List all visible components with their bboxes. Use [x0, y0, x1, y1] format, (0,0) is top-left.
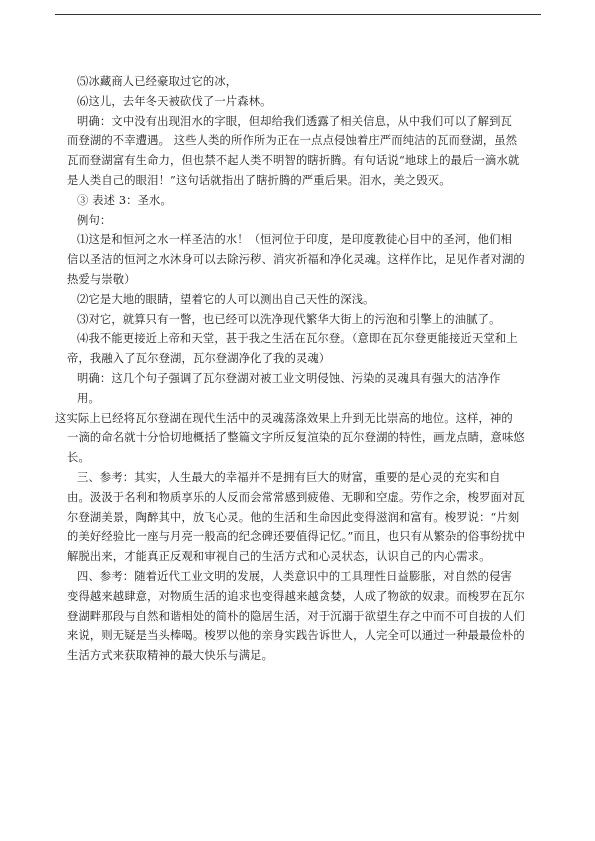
text-line: ③ 表述 3：圣水。 — [77, 193, 172, 207]
text-line: 生活方式来获取精神的最大快乐与满足。 — [67, 649, 274, 663]
header-rule — [55, 14, 541, 15]
text-line: 尔登湖美景，陶醉其中，放飞心灵。他的生活和生命因此变得滋润和富有。梭罗说：“片刻 — [67, 510, 520, 524]
text-line: 三、参考：其实，人生最大的幸福并不是拥有巨大的财富，重要的是心灵的充实和自 — [77, 470, 501, 484]
text-line: 由。汲汲于名利和物质享乐的人反而会常常感到疲倦、无聊和空虚。劳作之余，梭罗面对瓦 — [67, 490, 525, 504]
text-line: 登湖畔那段与自然和谐相处的简朴的隐居生活，对于沉溺于欲望生存之中而不可自拔的人们 — [67, 609, 525, 623]
text-line: 的美好经验比一座与月亮一般高的纪念碑还要值得记忆。”而且，也只有从繁杂的俗事纷扰中 — [67, 530, 526, 544]
text-line: 四、参考：随着近代工业文明的发展，人类意识中的工具理性日益膨胀，对自然的侵害 — [77, 569, 512, 583]
text-line: 明确：这几个句子强调了瓦尔登湖对被工业文明侵蚀、污染的灵魂具有强大的洁净作 — [77, 371, 501, 385]
text-line: ⑷我不能更接近上帝和天堂，甚于我之生活在瓦尔登。（意即在瓦尔登更能接近天堂和上 — [77, 332, 518, 346]
text-line: 变得越来越肆意，对物质生活的追求也变得越来越贪婪，人成了物欲的奴隶。而梭罗在瓦尔 — [67, 589, 525, 603]
text-line: 瓦而登湖富有生命力，但也禁不起人类不明智的瞎折腾。有句话说“地球上的最后一滴水就 — [67, 154, 520, 168]
text-line: 长。 — [67, 451, 90, 465]
text-line: 而登湖的不幸遭遇。 这些人类的所作所为正在一点点侵蚀着庄严而纯洁的瓦而登湖，虽然 — [67, 134, 518, 148]
text-line: ⑵它是大地的眼睛，望着它的人可以测出自己天性的深浅。 — [77, 292, 375, 306]
text-line: ⑸冰藏商人已经豪取过它的冰， — [77, 75, 238, 88]
text-line: 用。 — [77, 391, 100, 405]
text-line: ⑴这是和恒河之水一样圣洁的水！（恒河位于印度，是印度教徒心目中的圣河，他们相 — [77, 233, 512, 247]
text-line: 信以圣洁的恒河之水沐身可以去除污秽、消灾祈福和净化灵魂。这样作比，足见作者对湖的 — [67, 253, 525, 267]
text-line: ⑶对它，就算只有一瞥，也已经可以洗净现代繁华大街上的污泡和引擎上的油腻了。 — [77, 312, 501, 326]
text-line: 一滴的命名就十分恰切地概括了整篇文字所反复渲染的瓦尔登湖的特性，画龙点睛，意味悠 — [67, 431, 525, 445]
text-line: 帝，我融入了瓦尔登湖，瓦尔登湖净化了我的灵魂） — [67, 352, 331, 366]
text-line: 解脱出来，才能真正反观和审视自己的生活方式和心灵状态，认识自己的内心需求。 — [67, 550, 491, 564]
text-line: 例句： — [77, 213, 112, 227]
text-line: 是人类自己的眼泪！”这句话就指出了瞎折腾的严重后果。泪水，美之毁灭。 — [67, 173, 451, 187]
text-line: ⑹这儿，去年冬天被砍伐了一片森林。 — [77, 94, 272, 108]
text-line: 来说，则无疑是当头棒喝。梭罗以他的亲身实践告诉世人，人完全可以通过一种最最俭朴的 — [67, 629, 525, 643]
text-line: 这实际上已经将瓦尔登湖在现代生活中的灵魂荡涤效果上升到无比崇高的地位。这样，神的 — [55, 411, 513, 425]
text-line: 热爱与崇敬） — [67, 272, 136, 286]
document-body — [55, 72, 543, 666]
text-line: 明确：文中没有出现泪水的字眼，但却给我们透露了相关信息，从中我们可以了解到瓦 — [77, 114, 512, 128]
